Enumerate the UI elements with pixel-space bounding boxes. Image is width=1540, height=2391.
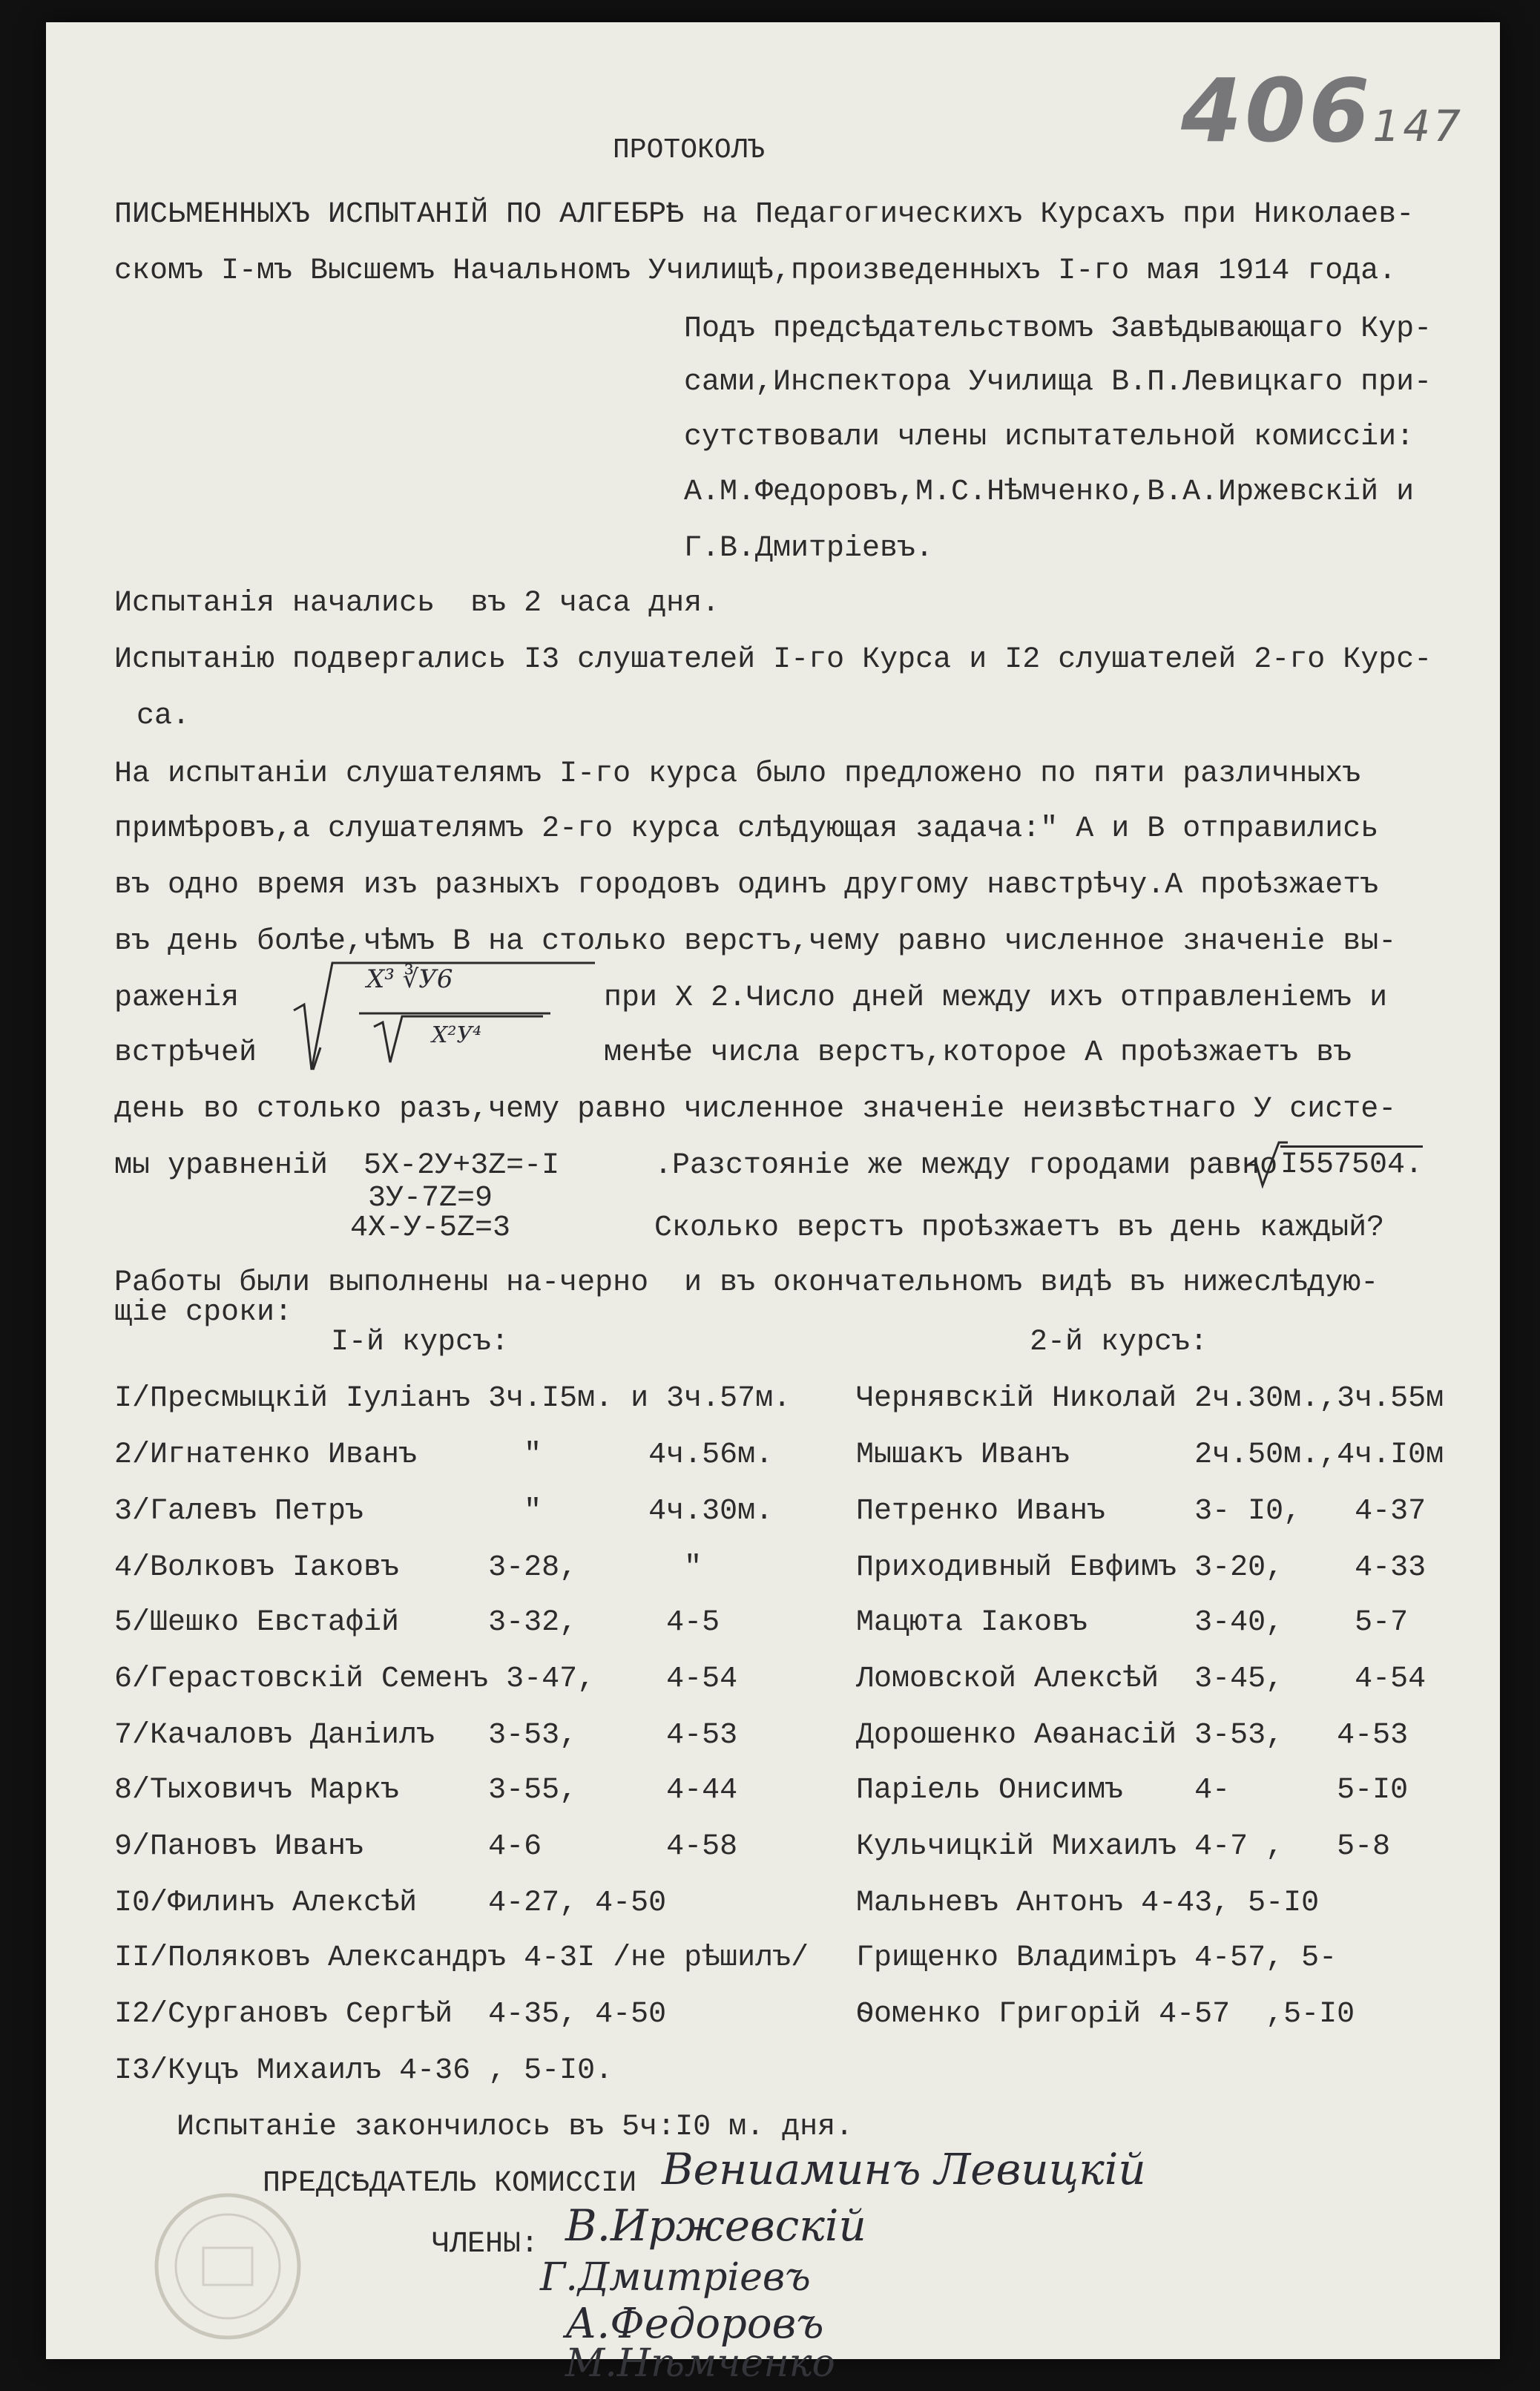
course1-row: I3/Куцъ Михаилъ 4-36 , 5-I0. [114,2054,613,2088]
course2-row: Приходивный Евфимъ 3-20, 4-33 [856,1551,1427,1585]
course1-row: 7/Качаловъ Даніилъ 3-53, 4-53 [114,1719,738,1752]
task-line-3: въ одно время изъ разныхъ городовъ одинъ другому навстрѣчу.А проѣзжаетъ [114,869,1379,902]
equation-3: 4Х-У-5Z=3 [350,1211,511,1245]
document-page [46,22,1500,2386]
task-line-5-left: раженія [114,981,240,1015]
course1-row: I0/Филинъ Алексѣй 4-27, 4-50 [114,1887,667,1920]
task-line-7: день во столько разъ,чему равно численное значеніе неизвѣстнаго У систе- [114,1093,1397,1126]
chairman-signature: Вениаминъ Левицкій [662,2144,1146,2194]
course1-header: I-й курсъ: [331,1326,510,1359]
course1-row: 8/Тыховичъ Маркъ 3-55, 4-44 [114,1774,738,1807]
intro-line-1: ПИСЬМЕННЫХЪ ИСПЫТАНІЙ ПО АЛГЕБРѢ на Педагогическихъ Курсахъ при Николаев- [114,198,1415,231]
course2-row: Паріель Онисимъ 4- 5-I0 [856,1774,1409,1807]
course2-row: Кульчицкій Михаилъ 4-7 , 5-8 [856,1830,1391,1864]
course2-row: Мальневъ Антонъ 4-43, 5-I0 [856,1887,1320,1920]
formula-denominator: Х²У⁴ [432,1022,482,1048]
course2-row: Ѳоменко Григорій 4-57 ,5-I0 [856,1998,1355,2031]
member-signature: В.Иржевскій [565,2200,866,2251]
course2-row: Чернявскій Николай 2ч.30м.,3ч.55м [856,1382,1444,1415]
chairman-label: ПРЕДСѢДАТЕЛЬ КОМИССІИ [263,2167,637,2200]
subjects-line-1: Испытанію подвергались I3 слушателей I-го Курса и I2 слушателей 2-го Курс- [114,643,1432,677]
works-line-2: щіе сроки: [114,1296,293,1329]
equation-2: 3У-7Z=9 [368,1182,493,1215]
document-title: ПРОТОКОЛЪ [613,134,766,166]
course2-row: Петренко Иванъ 3- I0, 4-37 [856,1495,1427,1528]
course2-row: Грищенко Владиміръ 4-57, 5- [856,1941,1337,1975]
member-signature: Г.Дмитріевъ [540,2255,811,2300]
chair-line-1: Подъ предсѣдательствомъ Завѣдывающаго Кур- [684,312,1432,346]
course1-row: I/Пресмыцкій Іуліанъ 3ч.I5м. и 3ч.57м. [114,1382,792,1415]
task-line-6-right: менѣе числа верстъ,которое А проѣзжаетъ въ [604,1036,1352,1070]
task-line-5-right: при Х 2.Число дней между ихъ отправленіемъ и [604,981,1388,1015]
member-signature: М.Нѣмченко [565,2341,835,2386]
sqrt-value: I557504. [1280,1145,1423,1180]
formula-numerator: Х³ ∛У6 [366,964,453,994]
course1-row: 4/Волковъ Іаковъ 3-28, " [114,1551,702,1585]
course1-row: 6/Герастовскій Семенъ 3-47, 4-54 [114,1662,738,1696]
round-stamp-icon [150,2188,306,2344]
task-line-8-left: мы уравненій 5Х-2У+3Z=-I [114,1149,560,1183]
course1-row: 2/Игнатенко Иванъ " 4ч.56м. [114,1438,774,1472]
members-label: ЧЛЕНЫ: [432,2228,539,2261]
task-line-1: На испытаніи слушателямъ I-го курса было предложено по пяти различныхъ [114,757,1361,791]
course2-header: 2-й курсъ: [1030,1326,1208,1359]
course2-row: Ломовской Алексѣй 3-45, 4-54 [856,1662,1427,1696]
works-line-1: Работы были выполнены на-черно и въ окончательномъ видѣ въ нижеслѣдую- [114,1266,1379,1300]
task-line-8-right: .Разстояніе же между городами равно [654,1149,1278,1183]
course2-row: Мышакъ Иванъ 2ч.50м.,4ч.I0м [856,1438,1444,1472]
course1-row: II/Поляковъ Александръ 4-3I /не рѣшилъ/ [114,1941,809,1975]
archive-number: 406147 [1181,59,1464,162]
question-line: Сколько верстъ проѣзжаетъ въ день каждый? [654,1211,1385,1245]
task-line-6-left: встрѣчей [114,1036,257,1070]
task-line-4: въ день болѣе,чѣмъ В на столько верстъ,чему равно численное значеніе вы- [114,925,1397,958]
course1-row: 5/Шешко Евстафій 3-32, 4-5 [114,1606,720,1640]
member-signature: А.Федоровъ [565,2300,824,2348]
chair-line-2: сами,Инспектора Училища В.П.Левицкаго при- [684,366,1432,399]
course1-row: 3/Галевъ Петръ " 4ч.30м. [114,1495,774,1528]
chair-line-5: Г.В.Дмитріевъ. [684,532,934,565]
task-line-2: примѣровъ,а слушателямъ 2-го курса слѣдующая задача:" А и В отправились [114,812,1379,846]
course1-row: I2/Сургановъ Сергѣй 4-35, 4-50 [114,1998,667,2031]
course2-row: Дорошенко Аѳанасій 3-53, 4-53 [856,1719,1409,1752]
course1-row: 9/Пановъ Иванъ 4-6 4-58 [114,1830,738,1864]
chair-line-4: А.М.Федоровъ,М.С.Нѣмченко,В.А.Иржевскій и [684,476,1415,509]
course2-row: Мацюта Іаковъ 3-40, 5-7 [856,1606,1409,1640]
end-line: Испытаніе закончилось въ 5ч:I0 м. дня. [177,2111,854,2144]
subjects-line-2: са. [136,700,191,733]
start-line: Испытанія начались въ 2 часа дня. [114,587,720,620]
chair-line-3: сутствовали члены испытательной комиссіи: [684,421,1415,454]
intro-line-2: скомъ I-мъ Высшемъ Начальномъ Училищѣ,произведенныхъ I-го мая 1914 года. [114,254,1397,288]
